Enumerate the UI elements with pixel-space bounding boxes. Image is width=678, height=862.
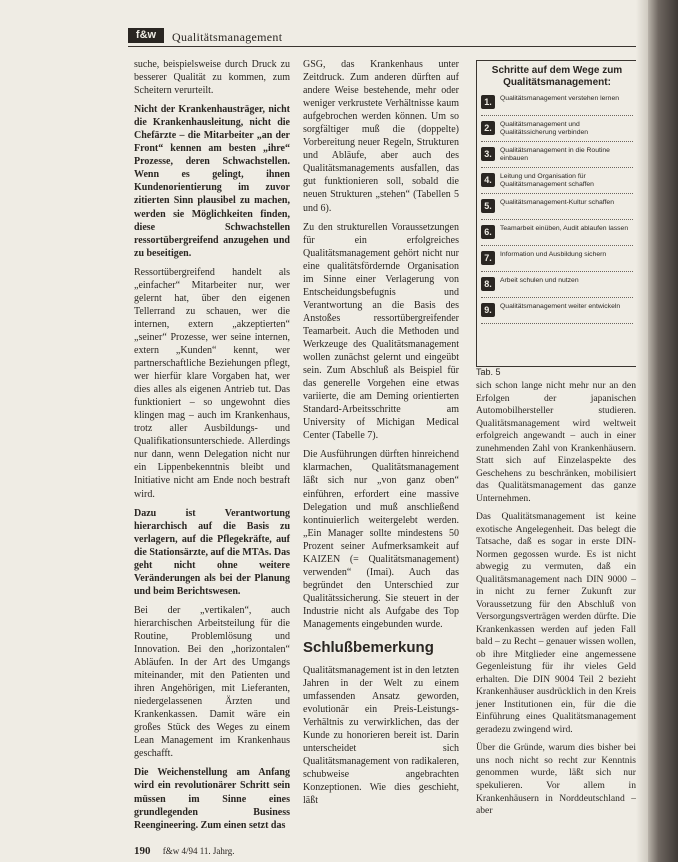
- step-text: Qualitätsmanagement-Kultur schaffen: [500, 199, 614, 206]
- steps-table-title: Schritte auf dem Wege zum Qualitätsmanagement:: [491, 65, 623, 88]
- step-item: [481, 277, 633, 298]
- step-item: [481, 173, 633, 194]
- paragraph: Ressortübergreifend handelt als „einfacher“ Mitarbeiter nur, wer gelernt hat, über den eigenen Tellerrand zu schauen, wer die internen, extern „akzeptierten“ „seiner“ Prozesse, wer seine internen, extern „Kunden“ kennt, wer partnerschaftliche Beziehungen pflegt, wer hierfür klare Vorgaben hat, wer dies alles als eigenen Antrieb tut. Das funktioniert – so ungewohnt dies klingen mag – auch im Krankenhaus, trotz aller Ausbildungs- und Qualifikationsunterschiede. Allerdings nur dann, wenn Delegation nicht nur ein Lippenbekenntnis bleibt und Initiative nicht am Ende noch bestraft wird.: [134, 266, 290, 500]
- step-number: 1.: [481, 95, 495, 109]
- paragraph: sich schon lange nicht mehr nur an den Erfolgen der japanischen Automobilhersteller studieren. Qualitätsmanagement wird weltweit erfolgreich angewandt – auch in einer zunehmenden Zahl von Krankenhäusern. Statt sich auf Einzelaspekte des Geschehens zu beschränken, mobilisiert das Qualitätsmanagement das ganze Unternehmen.: [476, 380, 636, 504]
- table-caption: Tab. 5: [476, 367, 501, 377]
- step-item: [481, 95, 633, 116]
- page-footer: [134, 845, 235, 857]
- step-text: Qualitätsmanagement weiter entwickeln: [500, 303, 621, 310]
- text-column-1: [134, 58, 290, 838]
- paragraph: Die Ausführungen dürften hinreichend klarmachen, Qualitätsmanagement läßt sich nur „von ganz oben“ einführen, erfordert eine massive Delegation und muß anschließend kontinuierlich weitergelebt werden. „Ein Manager sollte mindestens 50 Prozent seiner Aufmerksamkeit auf KAIZEN (= Qualitätsmanagement) verwenden“ (Imai). Auch das begründet den Unterschied zur Qualitätssicherung. Sie steuert in der Industrie nicht als Aufgabe des Top Managements eingebunden wurde.: [303, 449, 459, 630]
- section-heading: Schlußbemerkung: [303, 639, 434, 657]
- paragraph: Bei der „vertikalen“, auch hierarchischen Arbeitsteilung für die Routine, Problemlösung und Innovation. Bei den „horizontalen“ Abläufen. In der Art des Umgangs miteinander, mit den Patienten und ihren Angehörigen, mit Lieferanten, niedergelassenen Ärzten und Krankenkassen. Damit wäre ein großes Stück des Weges zu einem Lean Management im Krankenhaus geschafft.: [134, 604, 290, 760]
- step-text: Qualitätsmanagement und Qualitätssicherung verbinden: [500, 121, 589, 136]
- page-header: [128, 28, 638, 47]
- step-number: 6.: [481, 225, 495, 239]
- step-text: Qualitätsmanagement in die Routine einbauen: [500, 147, 610, 162]
- step-item: [481, 251, 633, 272]
- paragraph: Das Qualitätsmanagement ist keine exotische Angelegenheit. Das belegt die Tatsache, daß es sogar in erste DIN-Normen gegossen wurde. Es ist nicht abwegig zu vermuten, daß ein Qualitätsmanagement nach DIN 9000 – in nicht zu ferner Zukunft zur Voraussetzung für den Abschluß von Versorgungsverträgen werden dürfte. Die Krankenkassen werden auf jeden Fall bald – zu Recht – genauer wissen wollen, ob ihre Mitglieder eine angemessene Gegenleistung für ihr vieles Geld erhalten. Die DIN 9004 Teil 2 bezieht Krankenhäuser ausdrücklich in den Kreis jener Institutionen ein, für die die Einführung eines Qualitätsmanagement geradezu zwingend wird.: [476, 511, 636, 735]
- steps-table-box: [476, 60, 638, 367]
- steps-list: [477, 95, 637, 324]
- step-item: [481, 225, 633, 246]
- step-number: 7.: [481, 251, 495, 265]
- text-column-2: [303, 58, 459, 814]
- paragraph: suche, beispielsweise durch Druck zu besserer Qualität zu kommen, zum Scheitern verurteilt.: [134, 59, 290, 97]
- step-item: [481, 147, 633, 168]
- step-text: Leitung und Organisation für Qualitätsmanagement schaffen: [500, 173, 594, 188]
- column-2-lower-text: [303, 664, 459, 808]
- step-text: Teamarbeit einüben, Audit ablaufen lassen: [500, 225, 629, 232]
- paragraph: GSG, das Krankenhaus unter Zeitdruck. Zum anderen dürften auf andere Weise bestehende, mehr oder weniger verkrustete Verhältnisse kaum aufgebrochen werden können. Um so sorgfältiger muß die (doppelte) Vorbereitung neuer Regeln, Strukturen und Abläufe, aber auch des Qualitätsmanagements ausfallen, das gut funktionieren soll, sobald die neuen Strukturen „stehen“ (Tabellen 5 und 6).: [303, 59, 459, 214]
- text-column-3: [476, 380, 636, 824]
- step-number: 2.: [481, 121, 495, 135]
- step-number: 8.: [481, 277, 495, 291]
- paragraph: Qualitätsmanagement ist in den letzten Jahren in der Welt zu einem umfassenden Ansatz geworden, evolutionär ein Preis-Leistungs-Verhältnis zu verwirklichen, das der Kunde zu honorieren bereit ist. Darin unterscheidet sich Qualitätsmanagement von radikaleren, schubweise angebrachten Konzeptionen. Wie dies geschieht, läßt: [303, 665, 459, 807]
- column-2-upper-text: [303, 58, 459, 631]
- paragraph: Dazu ist Verantwortung hierarchisch auf die Basis zu verlagern, auf die Pflegekräfte, auf die Stationsärzte, auf die MTAs. Das geht nicht ohne weitere Veränderungen als bei der Planung und beim Berichtswesen.: [134, 507, 290, 597]
- step-text: Information und Ausbildung sichern: [500, 251, 607, 258]
- paragraph: Über die Gründe, warum dies bisher bei uns noch nicht so recht zur Kenntnis genommen wurde, läßt sich nur spekulieren. Vor allem in Krankenhäusern in Norddeutschland – aber: [476, 742, 636, 817]
- step-number: 4.: [481, 173, 495, 187]
- page-edge-shadow: [636, 0, 648, 862]
- paragraph: Zu den strukturellen Voraussetzungen für ein erfolgreiches Qualitätsmanagement gehört nicht nur eine qualitätsfördernde Organisation im Sinne einer Verlagerung von Entscheidungsbefugnis und Verantwortung an die Basis des Anstoßes ressortübergreifender Teamarbeit. Auch die Methoden und Werkzeuge des Qualitätsmanagement wollen zunächst gelernt und eingeübt sein. Zum Abschluß als Beispiel für das generelle Vorgehen eine etwas variierte, die am Deming orientierten Standard-Arbeitsschritte am University of Michigan Medical Center (Tabelle 7).: [303, 221, 459, 442]
- step-text: Arbeit schulen und nutzen: [500, 277, 579, 284]
- step-item: [481, 303, 633, 324]
- page-number: 190: [134, 845, 151, 857]
- step-number: 3.: [481, 147, 495, 161]
- paragraph: Nicht der Krankenhausträger, nicht die Krankenhausleitung, nicht die Chefärzte – die Mitarbeiter „an der Front“ kennen am besten „ihre“ Prozesse, deren Schwachstellen. Wenn es gelingt, ihnen Kundenorientierung im zuvor zitierten Sinn plausibel zu machen, werden sie Möglichkeiten finden, diese Schwachstellen ressortübergreifend anzugehen und zu beseitigen.: [134, 104, 290, 259]
- paragraph: Die Weichenstellung am Anfang wird ein revolutionärer Schritt sein müssen im Sinne eines grundlegenden Business Reengineering. Zum einen setzt das: [134, 767, 290, 831]
- step-text: Qualitätsmanagement verstehen lernen: [500, 95, 620, 102]
- journal-issue: f&w 4/94 11. Jahrg.: [162, 846, 235, 856]
- section-title: Qualitätsmanagement: [172, 30, 283, 44]
- journal-logo: f&w: [128, 28, 164, 43]
- step-item: [481, 199, 633, 220]
- step-number: 5.: [481, 199, 495, 213]
- book-binding: [648, 0, 678, 862]
- step-item: [481, 121, 633, 142]
- step-number: 9.: [481, 303, 495, 317]
